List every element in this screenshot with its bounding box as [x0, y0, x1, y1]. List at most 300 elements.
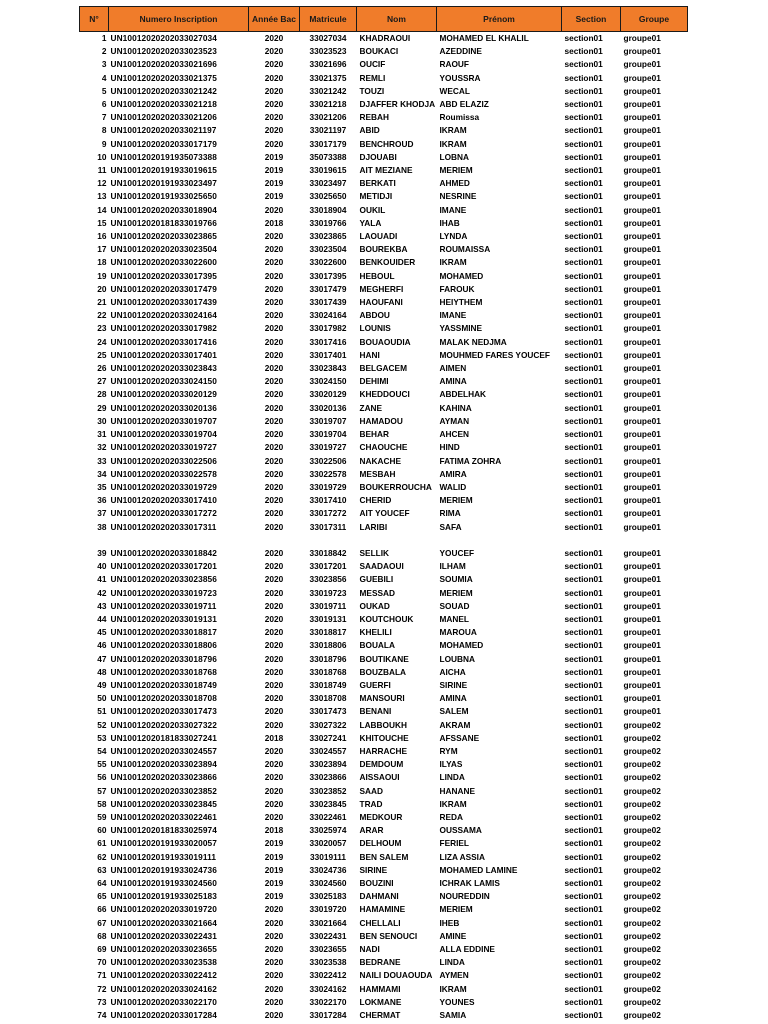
- cell-nom: BOUZINI: [359, 877, 394, 888]
- cell-section: section01: [564, 1010, 603, 1021]
- cell-num: 8: [101, 125, 107, 136]
- cell-num: 59: [97, 811, 107, 822]
- cell-section: section01: [564, 429, 603, 440]
- cell-section: section01: [564, 336, 603, 347]
- cell-num: 25: [97, 349, 107, 360]
- cell-prenom: IHEB: [439, 917, 460, 928]
- cell-groupe: groupe01: [623, 547, 661, 558]
- table-row: [80, 996, 688, 1009]
- cell-nom: HAMMAMI: [359, 983, 401, 994]
- table-row: [80, 309, 688, 322]
- cell-prenom: FATIMA ZOHRA: [439, 455, 502, 466]
- cell-section: section01: [564, 944, 603, 954]
- cell-prenom: ICHRAK LAMIS: [439, 877, 500, 888]
- student-list-sheet: [79, 6, 687, 1022]
- cell-prenom: IKRAM: [439, 257, 467, 268]
- cell-annee-bac: 2020: [264, 574, 284, 585]
- cell-matricule: 33018768: [309, 666, 347, 677]
- cell-groupe: groupe02: [623, 957, 661, 968]
- cell-prenom: AMINA: [439, 693, 467, 704]
- cell-nom: BEN SENOUCI: [359, 930, 418, 941]
- cell-annee-bac: 2020: [264, 297, 284, 308]
- table-row: [80, 983, 688, 996]
- cell-annee-bac: 2020: [264, 996, 284, 1007]
- cell-matricule: 33019720: [309, 904, 347, 915]
- cell-groupe: groupe01: [623, 455, 661, 466]
- cell-inscription: UN10012020191933023497: [110, 178, 217, 189]
- cell-num: 54: [97, 745, 107, 756]
- cell-nom: METIDJI: [359, 191, 393, 202]
- cell-num: 74: [97, 1010, 107, 1021]
- cell-annee-bac: 2020: [264, 99, 284, 110]
- cell-num: 42: [97, 587, 107, 598]
- cell-groupe: groupe01: [623, 310, 661, 321]
- cell-num: 30: [97, 415, 107, 426]
- cell-inscription: UN10012020202033017479: [110, 283, 217, 294]
- cell-num: 17: [97, 244, 107, 255]
- cell-matricule: 33021696: [309, 59, 347, 70]
- cell-prenom: ABD ELAZIZ: [439, 99, 489, 110]
- cell-inscription: UN10012020202033021197: [110, 125, 217, 136]
- table-row: [80, 824, 688, 837]
- cell-annee-bac: 2020: [264, 785, 284, 796]
- cell-nom: GUEBILI: [359, 574, 394, 585]
- cell-section: section01: [564, 165, 603, 176]
- cell-section: section01: [564, 415, 603, 426]
- cell-annee-bac: 2020: [264, 429, 284, 440]
- cell-inscription: UN10012020202033022170: [110, 996, 217, 1007]
- header-nom: Nom: [357, 7, 437, 32]
- cell-inscription: UN10012020191935073388: [110, 151, 217, 162]
- cell-matricule: 33017401: [309, 349, 347, 360]
- table-row: [80, 455, 688, 468]
- cell-num: 68: [97, 930, 107, 941]
- cell-nom: DJAFFER KHODJA: [359, 99, 436, 110]
- cell-matricule: 33025183: [309, 891, 347, 902]
- table-row: [80, 322, 688, 335]
- cell-num: 45: [97, 627, 107, 638]
- table-row: [80, 917, 688, 930]
- cell-groupe: groupe01: [623, 693, 661, 704]
- cell-matricule: 33025650: [309, 191, 347, 202]
- cell-num: 5: [101, 85, 107, 96]
- cell-num: 7: [101, 112, 107, 123]
- cell-matricule: 33022506: [309, 455, 347, 466]
- cell-annee-bac: 2020: [264, 600, 284, 611]
- cell-nom: LARIBI: [359, 521, 388, 532]
- cell-num: 56: [97, 772, 107, 783]
- cell-nom: KHELILI: [359, 627, 392, 638]
- cell-section: section01: [564, 772, 603, 783]
- cell-inscription: UN10012020202033019707: [110, 415, 217, 426]
- cell-num: 63: [97, 864, 107, 875]
- cell-section: section01: [564, 323, 603, 334]
- cell-groupe: groupe02: [623, 811, 661, 822]
- cell-groupe: groupe01: [623, 363, 661, 374]
- cell-inscription: UN10012020202033023866: [110, 772, 217, 783]
- cell-nom: BERKATI: [359, 178, 396, 189]
- header-row: [80, 7, 688, 32]
- table-row: [80, 402, 688, 415]
- cell-groupe: groupe02: [623, 917, 661, 928]
- cell-num: 51: [97, 706, 107, 717]
- cell-annee-bac: 2020: [264, 231, 284, 242]
- cell-groupe: groupe01: [623, 165, 661, 176]
- cell-groupe: groupe01: [623, 481, 661, 492]
- cell-nom: BOUAOUDIA: [359, 336, 411, 347]
- cell-inscription: UN10012020202033023865: [110, 231, 217, 242]
- cell-section: section01: [564, 99, 603, 110]
- cell-prenom: YOUCEF: [439, 547, 475, 558]
- cell-section: section01: [564, 679, 603, 690]
- cell-section: section01: [564, 495, 603, 506]
- cell-annee-bac: 2019: [264, 864, 284, 875]
- table-header: [80, 7, 688, 32]
- table-row: [80, 481, 688, 494]
- cell-matricule: 33020136: [309, 402, 347, 413]
- cell-prenom: NOUREDDIN: [439, 891, 490, 902]
- cell-annee-bac: 2019: [264, 877, 284, 888]
- cell-prenom: MOHAMED LAMINE: [439, 864, 518, 875]
- cell-prenom: YOUSSRA: [439, 72, 481, 83]
- cell-groupe: groupe01: [623, 627, 661, 638]
- blank-cell: [80, 534, 688, 547]
- cell-annee-bac: 2018: [264, 732, 284, 743]
- cell-section: section01: [564, 706, 603, 717]
- cell-num: 46: [97, 640, 107, 651]
- cell-prenom: IMANE: [439, 204, 467, 215]
- cell-groupe: groupe02: [623, 891, 661, 902]
- cell-groupe: groupe02: [623, 772, 661, 783]
- cell-num: 61: [97, 838, 107, 849]
- cell-prenom: WECAL: [439, 85, 470, 96]
- cell-nom: DELHOUM: [359, 838, 402, 849]
- cell-nom: AISSAOUI: [359, 772, 400, 783]
- cell-prenom: LIZA ASSIA: [439, 851, 485, 862]
- cell-annee-bac: 2020: [264, 442, 284, 453]
- cell-section: section01: [564, 613, 603, 624]
- cell-annee-bac: 2019: [264, 191, 284, 202]
- cell-section: section01: [564, 930, 603, 941]
- cell-groupe: groupe01: [623, 376, 661, 387]
- cell-groupe: groupe01: [623, 191, 661, 202]
- cell-inscription: UN10012020202033023538: [110, 957, 217, 968]
- cell-groupe: groupe01: [623, 653, 661, 664]
- cell-annee-bac: 2018: [264, 217, 284, 228]
- cell-nom: ABDOU: [359, 310, 390, 321]
- cell-prenom: MERIEM: [439, 904, 473, 915]
- cell-num: 35: [97, 481, 107, 492]
- cell-groupe: groupe01: [623, 33, 661, 43]
- cell-section: section01: [564, 547, 603, 558]
- cell-num: 52: [97, 719, 107, 730]
- cell-num: 1: [101, 33, 107, 43]
- cell-groupe: groupe02: [623, 825, 661, 836]
- cell-annee-bac: 2020: [264, 983, 284, 994]
- cell-prenom: IKRAM: [439, 138, 467, 149]
- cell-groupe: groupe02: [623, 759, 661, 770]
- cell-num: 43: [97, 600, 107, 611]
- cell-annee-bac: 2020: [264, 257, 284, 268]
- cell-nom: DEMDOUM: [359, 759, 404, 770]
- cell-num: 23: [97, 323, 107, 334]
- cell-groupe: groupe01: [623, 46, 661, 57]
- cell-matricule: 33022600: [309, 257, 347, 268]
- cell-num: 10: [97, 151, 107, 162]
- cell-nom: CHERID: [359, 495, 392, 506]
- table-row: [80, 164, 688, 177]
- cell-groupe: groupe01: [623, 270, 661, 281]
- cell-matricule: 33021218: [309, 99, 347, 110]
- header-prenom: Prénom: [437, 7, 562, 32]
- cell-matricule: 33024162: [309, 983, 347, 994]
- table-row: [80, 547, 688, 560]
- cell-section: section01: [564, 877, 603, 888]
- cell-matricule: 33024150: [309, 376, 347, 387]
- cell-nom: HANI: [359, 349, 380, 360]
- cell-inscription: UN10012020202033023852: [110, 785, 217, 796]
- cell-section: section01: [564, 600, 603, 611]
- cell-matricule: 35073388: [309, 151, 347, 162]
- cell-prenom: IKRAM: [439, 798, 467, 809]
- cell-groupe: groupe02: [623, 904, 661, 915]
- cell-inscription: UN10012020202033018817: [110, 627, 217, 638]
- cell-groupe: groupe02: [623, 996, 661, 1007]
- cell-num: 72: [97, 983, 107, 994]
- cell-annee-bac: 2020: [264, 72, 284, 83]
- cell-nom: SIRINE: [359, 864, 388, 875]
- cell-nom: AIT YOUCEF: [359, 508, 410, 519]
- table-row: [80, 243, 688, 256]
- cell-inscription: UN10012020191933025650: [110, 191, 217, 202]
- cell-nom: HARRACHE: [359, 745, 407, 756]
- cell-num: 3: [101, 59, 107, 70]
- cell-inscription: UN10012020202033021242: [110, 85, 217, 96]
- cell-annee-bac: 2020: [264, 33, 284, 43]
- cell-section: section01: [564, 732, 603, 743]
- cell-num: 62: [97, 851, 107, 862]
- cell-groupe: groupe02: [623, 1010, 661, 1021]
- cell-num: 27: [97, 376, 107, 387]
- cell-nom: BOUKERROUCHA: [359, 481, 432, 492]
- cell-matricule: 33023843: [309, 363, 347, 374]
- cell-num: 6: [101, 99, 107, 110]
- cell-nom: BEDRANE: [359, 957, 401, 968]
- cell-groupe: groupe01: [623, 508, 661, 519]
- table-row: [80, 864, 688, 877]
- cell-inscription: UN10012020202033019131: [110, 613, 217, 624]
- cell-groupe: groupe01: [623, 257, 661, 268]
- cell-annee-bac: 2020: [264, 811, 284, 822]
- cell-groupe: groupe01: [623, 468, 661, 479]
- cell-annee-bac: 2020: [264, 270, 284, 281]
- table-row: [80, 111, 688, 124]
- cell-matricule: 33019615: [309, 165, 347, 176]
- cell-annee-bac: 2020: [264, 112, 284, 123]
- cell-annee-bac: 2020: [264, 402, 284, 413]
- cell-inscription: UN10012020202033019711: [110, 600, 217, 611]
- cell-annee-bac: 2020: [264, 125, 284, 136]
- cell-inscription: UN10012020202033023843: [110, 363, 217, 374]
- cell-inscription: UN10012020202033023856: [110, 574, 217, 585]
- cell-num: 26: [97, 363, 107, 374]
- table-row: [80, 1009, 688, 1022]
- cell-section: section01: [564, 442, 603, 453]
- cell-groupe: groupe01: [623, 561, 661, 572]
- cell-prenom: AFSSANE: [439, 732, 480, 743]
- cell-matricule: 33019727: [309, 442, 347, 453]
- cell-prenom: LINDA: [439, 957, 465, 968]
- cell-prenom: SIRINE: [439, 679, 468, 690]
- cell-prenom: RAOUF: [439, 59, 469, 70]
- cell-section: section01: [564, 310, 603, 321]
- cell-prenom: REDA: [439, 811, 464, 822]
- cell-section: section01: [564, 627, 603, 638]
- cell-inscription: UN10012020202033022412: [110, 970, 217, 981]
- cell-inscription: UN10012020202033019727: [110, 442, 217, 453]
- cell-inscription: UN10012020202033017410: [110, 495, 217, 506]
- cell-groupe: groupe01: [623, 204, 661, 215]
- cell-prenom: AMINE: [439, 930, 467, 941]
- cell-prenom: FAROUK: [439, 283, 475, 294]
- cell-groupe: groupe01: [623, 429, 661, 440]
- cell-annee-bac: 2020: [264, 59, 284, 70]
- cell-matricule: 33024736: [309, 864, 347, 875]
- cell-num: 14: [97, 204, 107, 215]
- table-row: [80, 956, 688, 969]
- cell-nom: NADI: [359, 944, 380, 954]
- cell-matricule: 33017284: [309, 1010, 347, 1021]
- cell-inscription: UN10012020202033024162: [110, 983, 217, 994]
- cell-annee-bac: 2020: [264, 798, 284, 809]
- cell-inscription: UN10012020202033021664: [110, 917, 217, 928]
- cell-groupe: groupe02: [623, 785, 661, 796]
- cell-section: section01: [564, 297, 603, 308]
- cell-section: section01: [564, 402, 603, 413]
- cell-matricule: 33022412: [309, 970, 347, 981]
- header-groupe: Groupe: [621, 7, 688, 32]
- table-row: [80, 705, 688, 718]
- cell-matricule: 33023655: [309, 944, 347, 954]
- cell-num: 71: [97, 970, 107, 981]
- cell-section: section01: [564, 957, 603, 968]
- cell-matricule: 33027241: [309, 732, 347, 743]
- cell-num: 4: [101, 72, 107, 83]
- cell-matricule: 33023538: [309, 957, 347, 968]
- cell-prenom: HANANE: [439, 785, 475, 796]
- cell-inscription: UN10012020202033017416: [110, 336, 217, 347]
- cell-num: 50: [97, 693, 107, 704]
- cell-inscription: UN10012020202033017272: [110, 508, 217, 519]
- table-body: [80, 32, 688, 1023]
- cell-prenom: AICHA: [439, 666, 466, 677]
- cell-annee-bac: 2020: [264, 455, 284, 466]
- cell-section: section01: [564, 46, 603, 57]
- table-row: [80, 692, 688, 705]
- cell-section: section01: [564, 904, 603, 915]
- table-row: [80, 587, 688, 600]
- cell-inscription: UN10012020202033018768: [110, 666, 217, 677]
- table-row: [80, 679, 688, 692]
- cell-section: section01: [564, 745, 603, 756]
- cell-prenom: AKRAM: [439, 719, 471, 730]
- cell-matricule: 33017473: [309, 706, 347, 717]
- cell-section: section01: [564, 178, 603, 189]
- cell-section: section01: [564, 891, 603, 902]
- cell-section: section01: [564, 59, 603, 70]
- table-row: [80, 719, 688, 732]
- cell-prenom: AZEDDINE: [439, 46, 482, 57]
- cell-prenom: FERIEL: [439, 838, 470, 849]
- cell-groupe: groupe01: [623, 112, 661, 123]
- cell-prenom: LINDA: [439, 772, 465, 783]
- cell-inscription: UN10012020202033017401: [110, 349, 217, 360]
- cell-inscription: UN10012020202033017473: [110, 706, 217, 717]
- cell-prenom: SAMIA: [439, 1010, 467, 1021]
- cell-prenom: ILYAS: [439, 759, 463, 770]
- cell-matricule: 33019704: [309, 429, 347, 440]
- table-row: [80, 375, 688, 388]
- cell-matricule: 33019766: [309, 217, 347, 228]
- cell-nom: KOUTCHOUK: [359, 613, 414, 624]
- cell-prenom: LOBNA: [439, 151, 469, 162]
- table-row: [80, 600, 688, 613]
- cell-section: section01: [564, 693, 603, 704]
- cell-prenom: RYM: [439, 745, 458, 756]
- table-row: [80, 362, 688, 375]
- cell-section: section01: [564, 349, 603, 360]
- cell-num: 39: [97, 547, 107, 558]
- cell-prenom: IKRAM: [439, 125, 467, 136]
- cell-matricule: 33017416: [309, 336, 347, 347]
- cell-prenom: MOHAMED EL KHALIL: [439, 33, 529, 43]
- cell-inscription: UN10012020202033019704: [110, 429, 217, 440]
- cell-nom: MEGHERFI: [359, 283, 404, 294]
- cell-matricule: 33024164: [309, 310, 347, 321]
- cell-inscription: UN10012020202033017179: [110, 138, 217, 149]
- table-row: [80, 138, 688, 151]
- cell-inscription: UN10012020202033019729: [110, 481, 217, 492]
- cell-matricule: 33024557: [309, 745, 347, 756]
- cell-matricule: 33022578: [309, 468, 347, 479]
- cell-num: 22: [97, 310, 107, 321]
- cell-num: 57: [97, 785, 107, 796]
- cell-num: 34: [97, 468, 107, 479]
- cell-nom: CHELLALI: [359, 917, 401, 928]
- cell-section: section01: [564, 112, 603, 123]
- cell-annee-bac: 2018: [264, 825, 284, 836]
- cell-matricule: 33018749: [309, 679, 347, 690]
- cell-nom: ARAR: [359, 825, 384, 836]
- cell-annee-bac: 2020: [264, 653, 284, 664]
- cell-matricule: 33017395: [309, 270, 347, 281]
- cell-inscription: UN10012020202033022578: [110, 468, 217, 479]
- cell-inscription: UN10012020191933019615: [110, 165, 217, 176]
- cell-groupe: groupe02: [623, 719, 661, 730]
- cell-section: section01: [564, 653, 603, 664]
- cell-num: 49: [97, 679, 107, 690]
- cell-matricule: 33023497: [309, 178, 347, 189]
- cell-nom: MESBAH: [359, 468, 396, 479]
- cell-num: 28: [97, 389, 107, 400]
- cell-matricule: 33023523: [309, 46, 347, 57]
- cell-inscription: UN10012020202033022461: [110, 811, 217, 822]
- cell-inscription: UN10012020202033018842: [110, 547, 217, 558]
- cell-nom: OUCIF: [359, 59, 386, 70]
- table-row: [80, 190, 688, 203]
- table-row: [80, 560, 688, 573]
- cell-annee-bac: 2020: [264, 336, 284, 347]
